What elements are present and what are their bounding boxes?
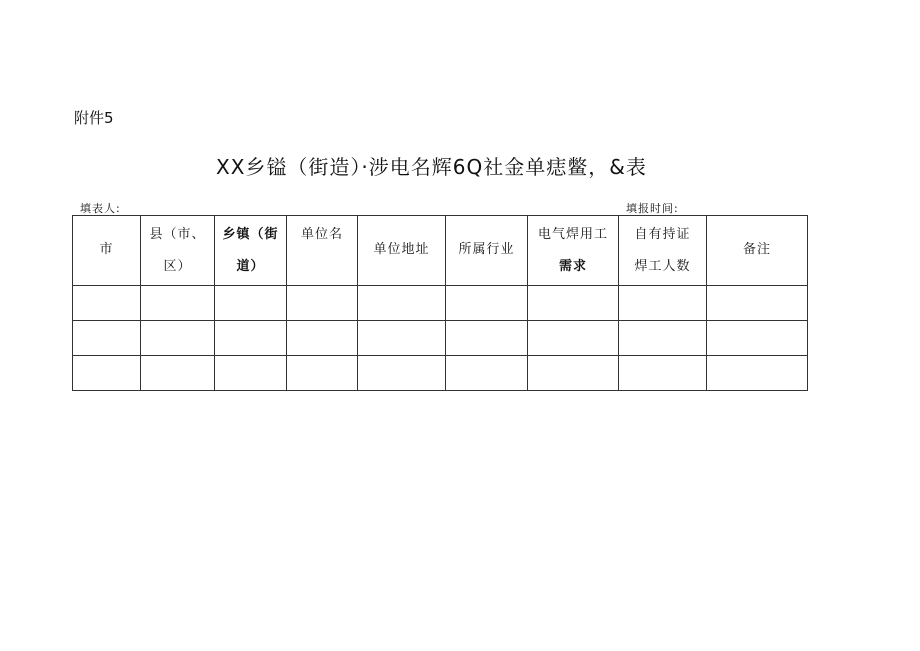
header-town-line2: 道） — [236, 259, 265, 274]
table-cell — [446, 356, 528, 391]
table-cell — [215, 286, 287, 321]
table-cell — [215, 321, 287, 356]
table-cell — [358, 286, 446, 321]
header-industry-text: 所属行业 — [458, 242, 515, 257]
table-cell — [141, 286, 215, 321]
header-unit-address-text: 单位地址 — [373, 242, 430, 257]
table-cell — [619, 286, 707, 321]
header-county-line2: 区） — [163, 259, 192, 274]
attachment-label: 附件5 — [74, 109, 114, 127]
header-welding-demand — [528, 216, 619, 286]
header-county — [141, 216, 215, 286]
header-welding-demand-line1: 电气焊用工 — [537, 227, 608, 242]
table-cell — [446, 286, 528, 321]
table-cell — [73, 321, 141, 356]
header-county-line1: 县（市、 — [149, 227, 206, 242]
table-cell — [73, 356, 141, 391]
header-town-line1: 乡镇（街 — [222, 227, 279, 242]
table-cell — [358, 356, 446, 391]
header-town — [215, 216, 287, 286]
header-certified-welders-line1: 自有持证 — [634, 227, 691, 242]
table-cell — [287, 356, 358, 391]
header-remarks — [707, 216, 808, 286]
table-cell — [141, 356, 215, 391]
table-cell — [619, 356, 707, 391]
header-city-text: 市 — [99, 242, 114, 257]
table-cell — [707, 356, 808, 391]
table-cell — [707, 321, 808, 356]
header-row — [73, 216, 808, 286]
header-unit-name-text: 单位名 — [300, 227, 343, 242]
table-cell — [215, 356, 287, 391]
survey-table — [72, 215, 808, 391]
table-cell — [73, 286, 141, 321]
table-cell — [619, 321, 707, 356]
header-city — [73, 216, 141, 286]
table-cell — [528, 286, 619, 321]
table-cell — [528, 356, 619, 391]
header-certified-welders — [619, 216, 707, 286]
document-title: XX乡镒（街造）·涉电名辉6Q社金单痣鳖，&表 — [216, 155, 647, 179]
table-row — [73, 356, 808, 391]
header-unit-name — [287, 216, 358, 286]
table-cell — [141, 321, 215, 356]
table-cell — [287, 286, 358, 321]
table-cell — [446, 321, 528, 356]
table-cell — [287, 321, 358, 356]
table-cell — [528, 321, 619, 356]
header-remarks-text: 备注 — [742, 242, 771, 257]
table-cell — [707, 286, 808, 321]
fill-time-label: 填报时间: — [626, 202, 679, 215]
header-unit-address — [358, 216, 446, 286]
table-row — [73, 286, 808, 321]
header-certified-welders-line2: 焊工人数 — [634, 259, 691, 274]
filler-label: 填表人: — [80, 202, 121, 215]
header-welding-demand-line2: 需求 — [558, 259, 587, 274]
header-industry — [446, 216, 528, 286]
table-cell — [358, 321, 446, 356]
table-row — [73, 321, 808, 356]
